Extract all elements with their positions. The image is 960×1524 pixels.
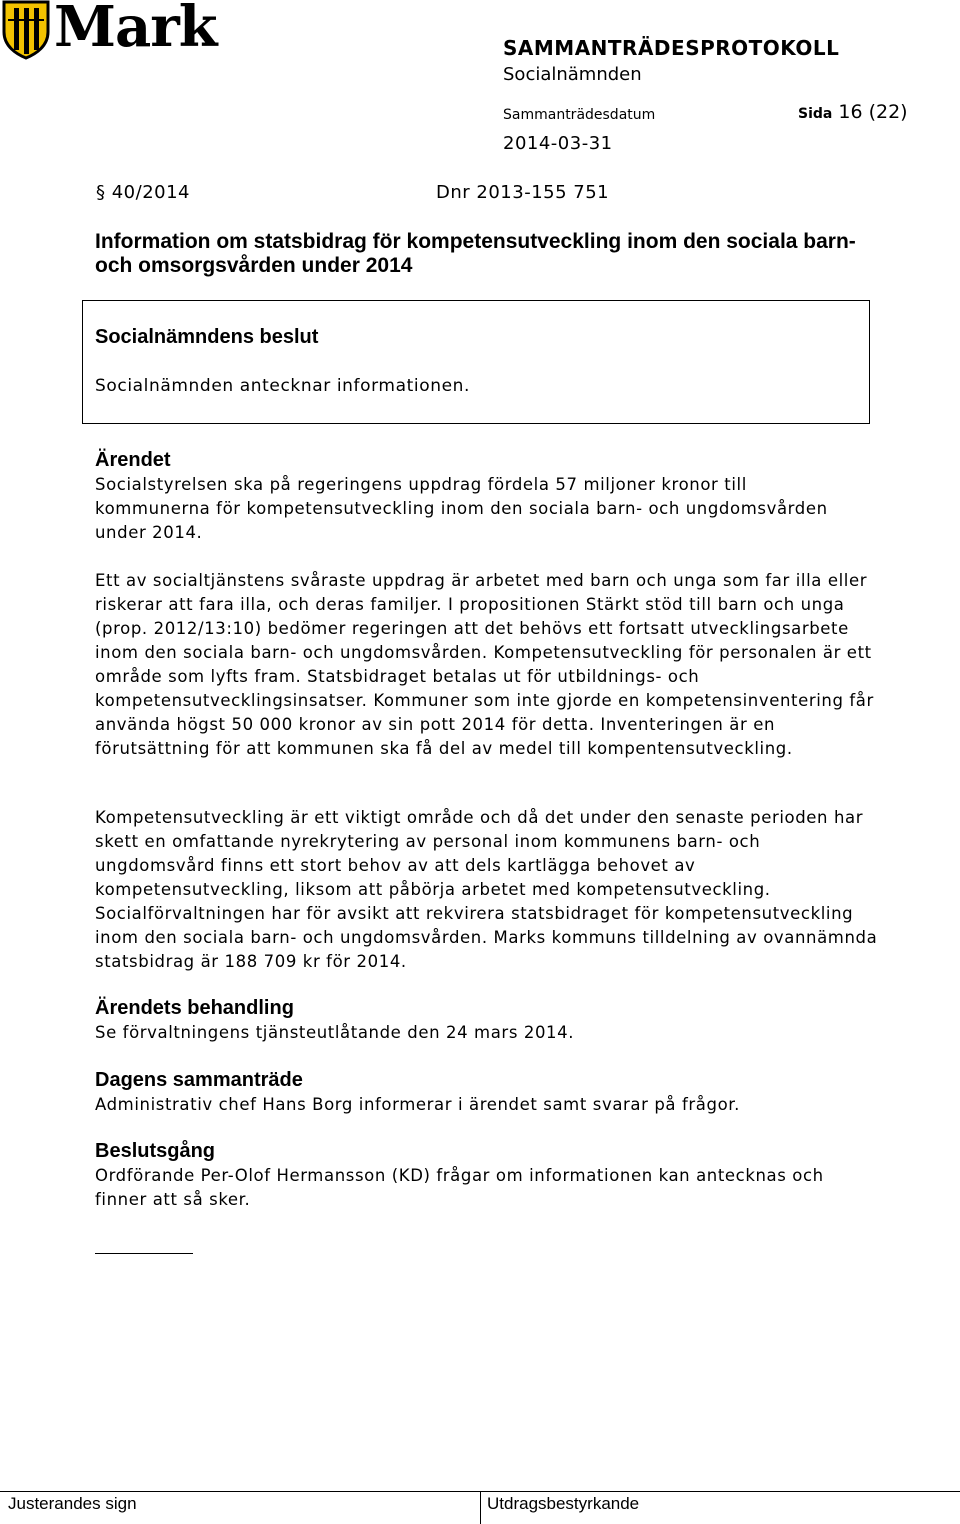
paragraph-line (96, 182, 610, 203)
section-end-rule (95, 1253, 193, 1254)
footer-justerandes-sign: Justerandes sign (8, 1494, 137, 1513)
date-label: Sammanträdesdatum (503, 107, 656, 123)
paragraph-symbol: § (96, 182, 106, 203)
arendet-paragraph-2: Ett av socialtjänstens svåraste uppdrag är arbetet med barn och unga som far illa eller riskerar att fara illa, och deras familjer. I propositionen Stärkt stöd till barn och unga (prop. 2012/13:10) bedömer regeringen att det behövs ett fortsatt utvecklingsarbete inom den sociala barn- och ungdomsvården. Kompetensutveckling för personalen är ett område som lyfts fram. Statsbidraget betalas ut för utbildnings- och kompetensutvecklingsinsatser. Kommuner som inte gjorde en kompetensinventering får använda högst 50 000 kronor av sin pott 2014 för detta. Inventeringen är en förutsättning för att kommunen ska få del av medel till kompentensutveckling. (95, 571, 874, 758)
page-total: (22) (868, 101, 908, 123)
logo (0, 0, 240, 62)
page-number: 16 (838, 101, 863, 123)
decision-text: Socialnämnden antecknar informationen. (95, 376, 471, 396)
footer-column-divider (480, 1491, 481, 1524)
dagens-heading: Dagens sammanträde (95, 1069, 303, 1091)
paragraph-number: 40/2014 (111, 182, 191, 203)
coat-of-arms-icon (0, 0, 52, 60)
beslutsgang-text: Ordförande Per-Olof Hermansson (KD) frågar om informationen kan antecknas och finner att så sker. (95, 1166, 824, 1209)
dnr-number: Dnr 2013-155 751 (436, 182, 610, 203)
page-indicator (798, 101, 908, 123)
protocol-title: SAMMANTRÄDESPROTOKOLL (503, 36, 840, 60)
arendet-heading: Ärendet (95, 449, 171, 471)
page-label: Sida (798, 106, 833, 122)
decision-heading: Socialnämndens beslut (95, 326, 319, 348)
page-title: Information om statsbidrag för kompetensutveckling inom den sociala barn- och omsorgsvården under 2014 (95, 230, 856, 277)
footer-utdragsbestyrkande: Utdragsbestyrkande (487, 1494, 640, 1513)
beslutsgang-heading: Beslutsgång (95, 1140, 216, 1162)
logo-text: Mark (54, 0, 217, 60)
committee-name: Socialnämnden (503, 64, 642, 85)
decision-box (82, 300, 870, 424)
meeting-date: 2014-03-31 (503, 133, 613, 154)
behandling-heading: Ärendets behandling (95, 997, 294, 1019)
dagens-text: Administrativ chef Hans Borg informerar i ärendet samt svarar på frågor. (95, 1095, 740, 1114)
arendet-paragraph-1: Socialstyrelsen ska på regeringens uppdrag fördela 57 miljoner kronor till kommunerna för kompetensutveckling inom den sociala barn- och ungdomsvården under 2014. (95, 475, 828, 542)
arendet-paragraph-3: Kompetensutveckling är ett viktigt område och då det under den senaste perioden har skett en omfattande nyrekrytering av personal inom kommunens barn- och ungdomsvård finns ett stort behov av att dels kartlägga behovet av kompetensutveckling, liksom att påbörja arbetet med kompetensutveckling. Socialförvaltningen har för avsikt att rekvirera statsbidraget för kompetensutveckling inom den sociala barn- och ungdomsvården. Marks kommuns tilldelning av ovannämnda statsbidrag är 188 709 kr för 2014. (95, 808, 878, 971)
behandling-text: Se förvaltningens tjänsteutlåtande den 24 mars 2014. (95, 1023, 575, 1042)
